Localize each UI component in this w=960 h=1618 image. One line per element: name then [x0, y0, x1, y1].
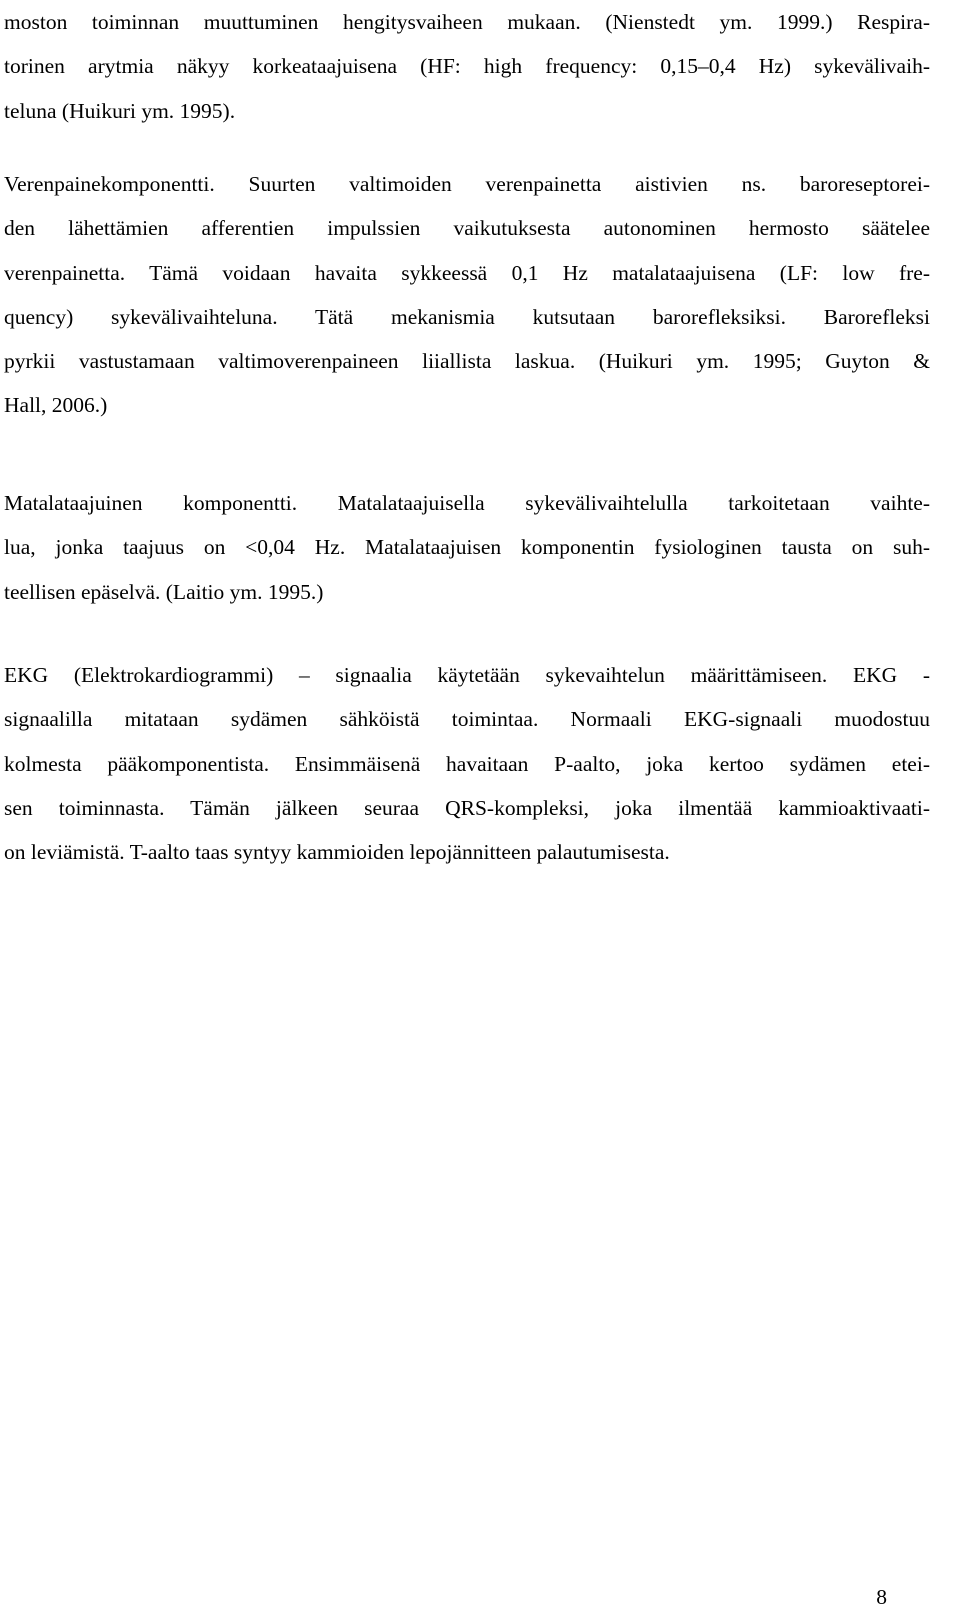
text-line: pyrkii vastustamaan valtimoverenpaineen liiallista laskua. (Huikuri ym. 1995; Guyton &	[4, 349, 930, 374]
text-line: signaalilla mitataan sydämen sähköistä toimintaa. Normaali EKG-signaali muodostuu	[4, 707, 930, 732]
text-line: verenpainetta. Tämä voidaan havaita sykkeessä 0,1 Hz matalataajuisena (LF: low fre-	[4, 260, 930, 285]
paragraph-ekg-signal	[4, 653, 930, 874]
paragraph-blood-pressure-component	[4, 162, 930, 428]
text-line: sen toiminnasta. Tämän jälkeen seuraa QRS-kompleksi, joka ilmentää kammioaktivaati-	[4, 795, 930, 820]
text-line: moston toiminnan muuttuminen hengitysvaiheen mukaan. (Nienstedt ym. 1999.) Respira-	[4, 10, 930, 34]
text-line: Hall, 2006.)	[4, 393, 108, 418]
text-line: on leviämistä. T-aalto taas syntyy kammioiden lepojännitteen palautumisesta.	[4, 840, 670, 865]
text-line: quency) sykevälivaihteluna. Tätä mekanismia kutsutaan barorefleksiksi. Barorefleksi	[4, 304, 930, 329]
text-line: kolmesta pääkomponentista. Ensimmäisenä havaitaan P-aalto, joka kertoo sydämen etei-	[4, 751, 930, 776]
paragraph-respiratory-arrhythmia	[4, 0, 930, 133]
text-line: Verenpainekomponentti. Suurten valtimoiden verenpainetta aistivien ns. baroreseptorei-	[4, 172, 930, 196]
text-line: torinen arytmia näkyy korkeataajuisena (HF: high frequency: 0,15–0,4 Hz) sykevälivaih-	[4, 54, 930, 79]
text-line: Matalataajuinen komponentti. Matalataajuisella sykevälivaihtelulla tarkoitetaan vaihte-	[4, 491, 930, 515]
text-line: lua, jonka taajuus on <0,04 Hz. Matalataajuisen komponentin fysiologinen tausta on suh-	[4, 535, 930, 560]
page-number: 8	[876, 1585, 887, 1609]
paragraph-low-frequency-component	[4, 481, 930, 614]
text-line: den lähettämien afferentien impulssien vaikutuksesta autonominen hermosto säätelee	[4, 216, 930, 241]
text-line: teellisen epäselvä. (Laitio ym. 1995.)	[4, 579, 324, 604]
text-line: teluna (Huikuri ym. 1995).	[4, 98, 236, 123]
text-line: EKG (Elektrokardiogrammi) – signaalia käytetään sykevaihtelun määrittämiseen. EKG -	[4, 663, 930, 687]
